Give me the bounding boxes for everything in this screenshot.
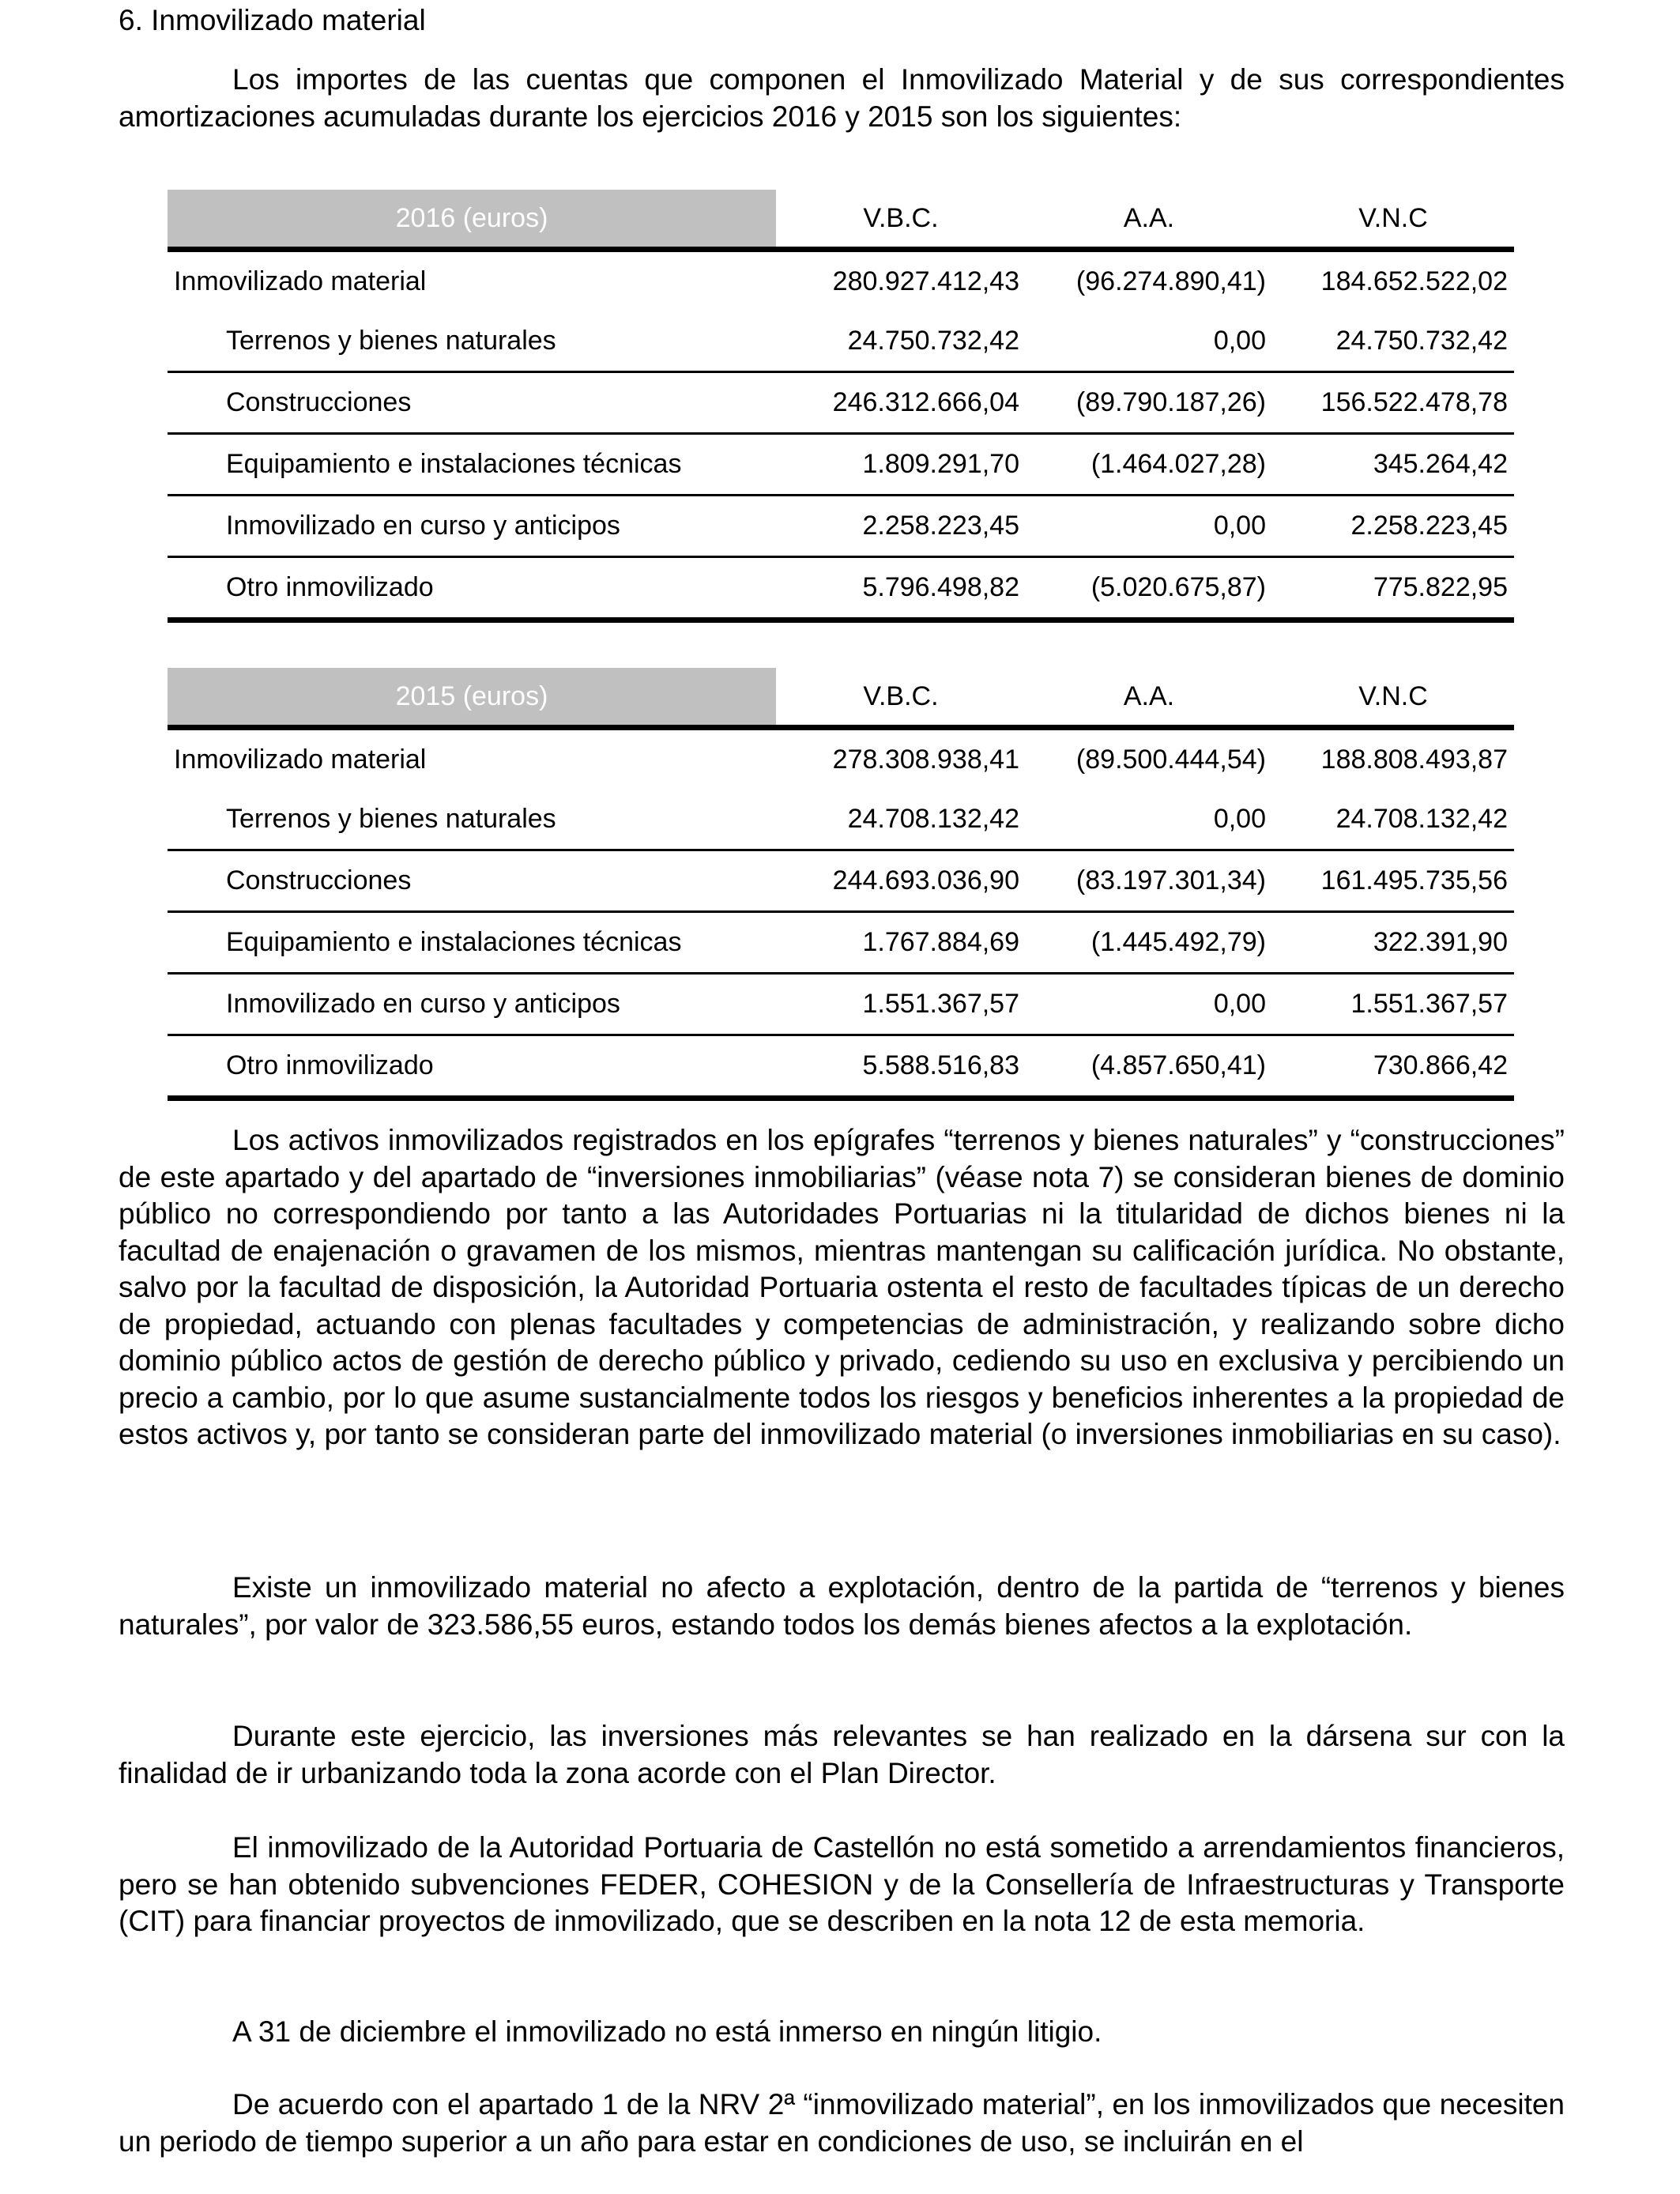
cell-aa: (96.274.890,41): [1075, 266, 1266, 296]
body-paragraph: Existe un inmovilizado material no afecto a explotación, dentro de la partida de “terrenos y bienes naturales”, por valor de 323.586,55 euros, estando todos los demás bienes afectos a la explotación.: [119, 1571, 1565, 1641]
cell-vbc: 24.708.132,42: [776, 790, 1026, 850]
column-header-vnc: V.N.C: [1272, 668, 1514, 728]
cell-vbc: 1.809.291,70: [776, 434, 1026, 496]
cell-aa: 0,00: [1026, 790, 1272, 850]
cell-vnc: 2.258.223,45: [1272, 496, 1514, 557]
column-header-vbc: V.B.C.: [776, 668, 1026, 728]
row-label: Inmovilizado en curso y anticipos: [168, 974, 776, 1035]
table-row: [168, 728, 1514, 790]
row-label: Inmovilizado en curso y anticipos: [168, 496, 776, 557]
intro-paragraph: Los importes de las cuentas que componen el Inmovilizado Material y de sus correspondientes amortizaciones acumuladas durante los ejercicios 2016 y 2015 son los siguientes:: [119, 63, 1565, 133]
table-row: [168, 434, 1514, 496]
cell-vnc: 322.391,90: [1272, 912, 1514, 974]
body-paragraph: Los activos inmovilizados registrados en los epígrafes “terrenos y bienes naturales” y “construcciones” de este apartado y del apartado de “inversiones inmobiliarias” (véase nota 7) se consideran bienes de dominio público no correspondiendo por tanto a las Autoridades Portuarias ni la titularidad de dichos bienes ni la facultad de enajenación o gravamen de los mismos, mientras mantengan su calificación jurídica. No obstante, salvo por la facultad de disposición, la Autoridad Portuaria ostenta el resto de facultades típicas de un derecho de propiedad, actuando con plenas facultades y competencias de administración, y realizando sobre dicho dominio público actos de gestión de derecho público y privado, cediendo su uso en exclusiva y percibiendo un precio a cambio, por lo que asume sustancialmente todos los riesgos y beneficios inherentes a la propiedad de estos activos y, por tanto se consideran parte del inmovilizado material (o inversiones inmobiliarias en su caso).: [119, 1124, 1565, 1450]
cell-vnc: 1.551.367,57: [1272, 974, 1514, 1035]
table-row: [168, 311, 1514, 372]
table-row: [168, 912, 1514, 974]
row-label: Otro inmovilizado: [168, 557, 776, 620]
cell-vnc: 156.522.478,78: [1272, 372, 1514, 434]
body-paragraph: De acuerdo con el apartado 1 de la NRV 2ª “inmovilizado material”, en los inmovilizados que necesiten un periodo de tiempo superior a un año para estar en condiciones de uso, se incluirán en el: [119, 2088, 1565, 2158]
table-row: [168, 1035, 1514, 1099]
table-row: [168, 790, 1514, 850]
table-row: [168, 974, 1514, 1035]
cell-vbc: 5.588.516,83: [776, 1035, 1026, 1099]
cell-aa: (89.790.187,26): [1026, 372, 1272, 434]
cell-vbc: 24.750.732,42: [776, 311, 1026, 372]
year-header: 2015 (euros): [168, 668, 776, 728]
cell-vnc: 24.750.732,42: [1272, 311, 1514, 372]
cell-aa: (89.500.444,54): [1075, 745, 1266, 775]
table-header-row: [168, 668, 1514, 728]
row-label: Inmovilizado material: [174, 745, 427, 775]
cell-vnc: 775.822,95: [1272, 557, 1514, 620]
table-2015: [168, 668, 1514, 1101]
body-paragraph: Durante este ejercicio, las inversiones más relevantes se han realizado en la dársena sur con la finalidad de ir urbanizando toda la zona acorde con el Plan Director.: [119, 1720, 1565, 1789]
cell-vbc: 2.258.223,45: [776, 496, 1026, 557]
cell-vbc: 1.551.367,57: [776, 974, 1026, 1035]
cell-aa: (1.464.027,28): [1026, 434, 1272, 496]
cell-aa: 0,00: [1026, 496, 1272, 557]
cell-vbc: 244.693.036,90: [776, 850, 1026, 912]
cell-vnc: 184.652.522,02: [1320, 266, 1508, 296]
table-header-row: [168, 190, 1514, 250]
cell-vnc: 730.866,42: [1272, 1035, 1514, 1099]
year-header: 2016 (euros): [168, 190, 776, 250]
cell-vnc: 188.808.493,87: [1320, 745, 1508, 775]
cell-aa: (4.857.650,41): [1026, 1035, 1272, 1099]
cell-vbc: 5.796.498,82: [776, 557, 1026, 620]
cell-aa: (1.445.492,79): [1026, 912, 1272, 974]
column-header-aa: A.A.: [1026, 190, 1272, 250]
row-label: Construcciones: [168, 850, 776, 912]
row-label: Equipamiento e instalaciones técnicas: [168, 434, 776, 496]
table-2016: [168, 190, 1514, 623]
column-header-vnc: V.N.C: [1272, 190, 1514, 250]
row-label: Inmovilizado material: [174, 266, 427, 296]
cell-aa: 0,00: [1026, 311, 1272, 372]
row-label: Otro inmovilizado: [168, 1035, 776, 1099]
cell-vnc: 161.495.735,56: [1272, 850, 1514, 912]
body-paragraph: El inmovilizado de la Autoridad Portuaria de Castellón no está sometido a arrendamientos financieros, pero se han obtenido subvenciones FEDER, COHESION y de la Consellería de Infraestructuras y Transporte (CIT) para financiar proyectos de inmovilizado, que se describen en la nota 12 de esta memoria.: [119, 1831, 1565, 1937]
section-title: 6. Inmovilizado material: [119, 4, 426, 36]
body-paragraph: A 31 de diciembre el inmovilizado no está inmerso en ningún litigio.: [232, 2015, 1102, 2048]
table-row: [168, 250, 1514, 312]
cell-vbc: 1.767.884,69: [776, 912, 1026, 974]
row-label: Construcciones: [168, 372, 776, 434]
table-row: [168, 496, 1514, 557]
table-row: [168, 557, 1514, 620]
table-row: [168, 372, 1514, 434]
column-header-vbc: V.B.C.: [776, 190, 1026, 250]
row-label: Terrenos y bienes naturales: [168, 311, 776, 372]
cell-aa: (5.020.675,87): [1026, 557, 1272, 620]
cell-aa: (83.197.301,34): [1026, 850, 1272, 912]
cell-vbc: 278.308.938,41: [832, 745, 1019, 775]
cell-vnc: 24.708.132,42: [1272, 790, 1514, 850]
cell-aa: 0,00: [1026, 974, 1272, 1035]
row-label: Equipamiento e instalaciones técnicas: [168, 912, 776, 974]
column-header-aa: A.A.: [1026, 668, 1272, 728]
table-row: [168, 850, 1514, 912]
cell-vnc: 345.264,42: [1272, 434, 1514, 496]
cell-vbc: 246.312.666,04: [776, 372, 1026, 434]
cell-vbc: 280.927.412,43: [832, 266, 1019, 296]
row-label: Terrenos y bienes naturales: [168, 790, 776, 850]
